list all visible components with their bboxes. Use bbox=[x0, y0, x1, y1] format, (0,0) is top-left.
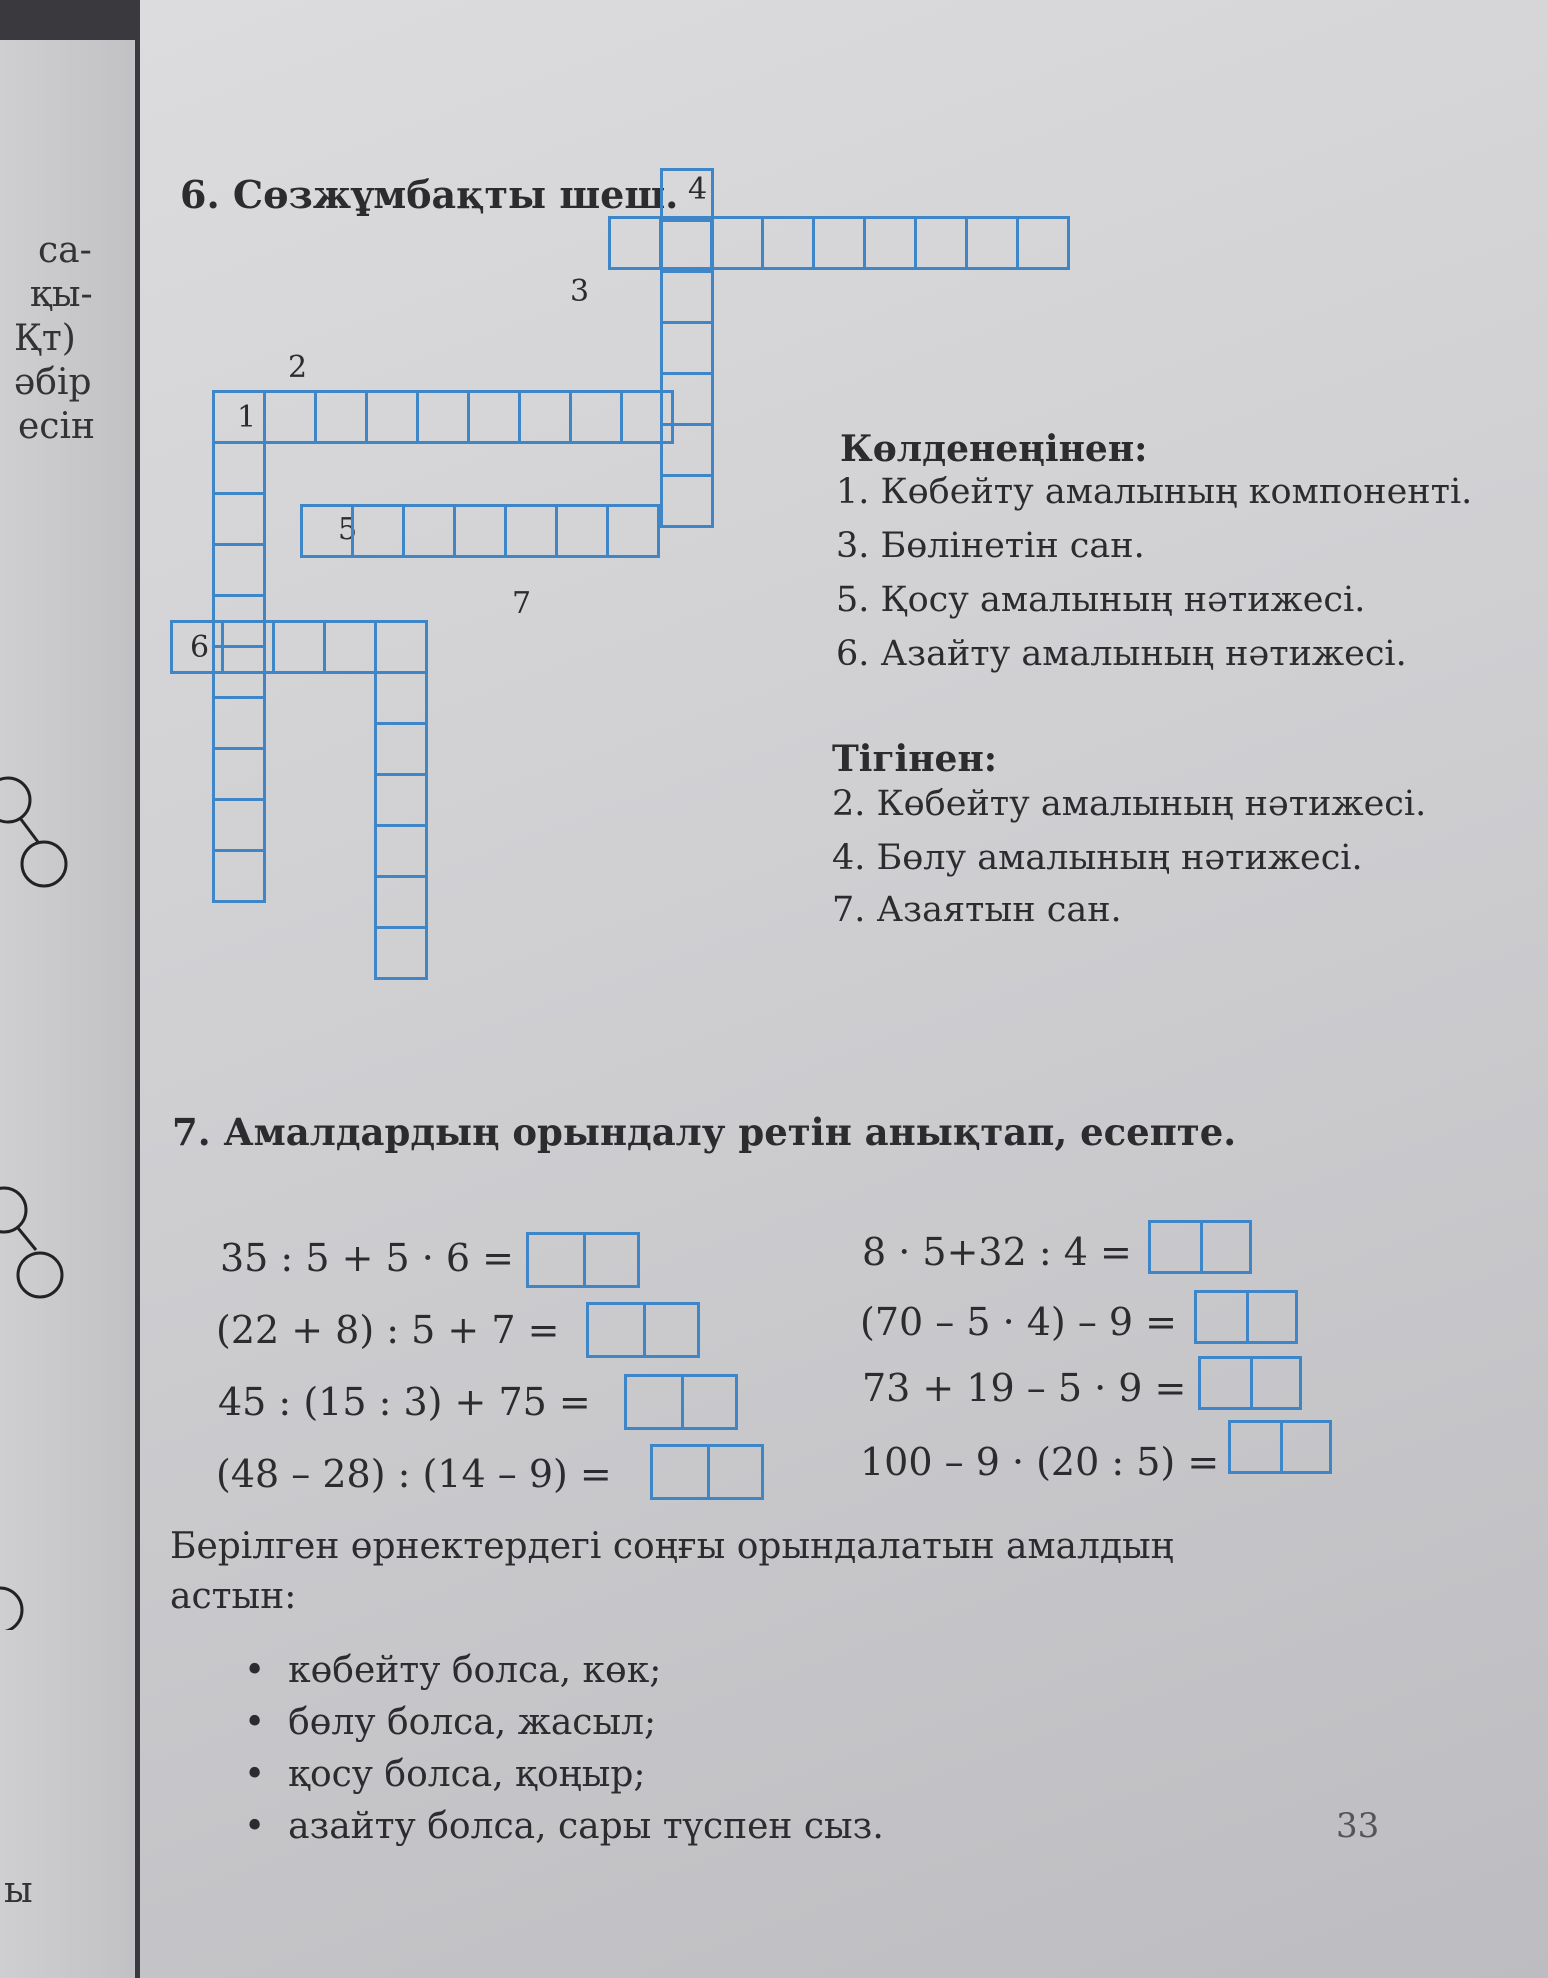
across-clue-5: 5. Қосу амалының нәтижесі. bbox=[836, 580, 1366, 620]
answer-box[interactable] bbox=[1198, 1356, 1302, 1410]
clue-number-6: 6 bbox=[190, 630, 210, 665]
crossword-cell[interactable] bbox=[608, 216, 662, 270]
crossword-cell[interactable] bbox=[351, 504, 405, 558]
crossword-cell[interactable] bbox=[812, 216, 866, 270]
answer-box[interactable] bbox=[526, 1232, 640, 1288]
crossword-cell[interactable] bbox=[620, 390, 674, 444]
expression-right-2: (70 – 5 · 4) – 9 = bbox=[860, 1300, 1178, 1344]
crossword-cell[interactable] bbox=[555, 504, 609, 558]
crossword-cell[interactable] bbox=[212, 849, 266, 903]
left-fragment: са- bbox=[38, 230, 92, 271]
crossword-cell[interactable] bbox=[374, 722, 428, 776]
crossword-cell[interactable] bbox=[761, 216, 815, 270]
crossword-cell[interactable] bbox=[569, 390, 623, 444]
instruction-line-2: астын: bbox=[170, 1576, 297, 1617]
crossword-cell[interactable] bbox=[374, 926, 428, 980]
answer-box[interactable] bbox=[586, 1302, 700, 1358]
answer-box[interactable] bbox=[650, 1444, 764, 1500]
clue-number-1: 1 bbox=[237, 400, 257, 435]
bullet-list-item: • азайту болса, сары түспен сыз. bbox=[244, 1806, 884, 1847]
expression-right-1: 8 · 5+32 : 4 = bbox=[862, 1230, 1132, 1274]
crossword-cell[interactable] bbox=[660, 219, 714, 273]
crossword-cell[interactable] bbox=[212, 696, 266, 750]
crossword-cell[interactable] bbox=[212, 747, 266, 801]
crossword-cell[interactable] bbox=[314, 390, 368, 444]
clue-number-4: 4 bbox=[688, 172, 708, 207]
crossword-cell[interactable] bbox=[863, 216, 917, 270]
across-heading: Көлденеңінен: bbox=[840, 428, 1148, 470]
bullet-list-item: • қосу болса, қоңыр; bbox=[244, 1754, 646, 1795]
expression-left-4: (48 – 28) : (14 – 9) = bbox=[216, 1452, 612, 1496]
exercise-7-title: 7. Амалдардың орындалу ретін анықтап, есепте. bbox=[172, 1110, 1237, 1154]
crossword-cell[interactable] bbox=[212, 492, 266, 546]
crossword-cell[interactable] bbox=[374, 824, 428, 878]
expression-left-3: 45 : (15 : 3) + 75 = bbox=[218, 1380, 591, 1424]
clue-number-2: 2 bbox=[288, 350, 308, 385]
left-fragment: қы- bbox=[30, 274, 93, 315]
crossword-cell[interactable] bbox=[365, 390, 419, 444]
crossword-cell[interactable] bbox=[914, 216, 968, 270]
expression-right-4: 100 – 9 · (20 : 5) = bbox=[860, 1440, 1220, 1484]
crossword-cell[interactable] bbox=[660, 321, 714, 375]
page-number: 33 bbox=[1336, 1806, 1380, 1846]
crossword-cell[interactable] bbox=[212, 441, 266, 495]
bullet-text: азайту болса, сары түспен сыз. bbox=[288, 1806, 884, 1847]
down-clue-7: 7. Азаятын сан. bbox=[832, 890, 1122, 930]
crossword-cell[interactable] bbox=[374, 671, 428, 725]
answer-box[interactable] bbox=[624, 1374, 738, 1430]
expression-left-2: (22 + 8) : 5 + 7 = bbox=[216, 1308, 560, 1352]
crossword-cell[interactable] bbox=[1016, 216, 1070, 270]
partial-diagram-icon bbox=[0, 730, 80, 1630]
crossword-cell[interactable] bbox=[212, 543, 266, 597]
exercise-6-title: 6. Сөзжұмбақты шеш. bbox=[180, 172, 679, 217]
crossword-cell[interactable] bbox=[416, 390, 470, 444]
crossword-cell[interactable] bbox=[467, 390, 521, 444]
crossword-cell[interactable] bbox=[402, 504, 456, 558]
crossword-cell[interactable] bbox=[374, 875, 428, 929]
crossword-cell[interactable] bbox=[710, 216, 764, 270]
clue-number-7: 7 bbox=[512, 586, 532, 621]
crossword-cell[interactable] bbox=[518, 390, 572, 444]
bullet-text: көбейту болса, көк; bbox=[288, 1650, 662, 1691]
crossword-cell[interactable] bbox=[221, 620, 275, 674]
crossword-cell[interactable] bbox=[323, 620, 377, 674]
crossword-cell[interactable] bbox=[300, 504, 354, 558]
crossword-cell[interactable] bbox=[660, 168, 714, 222]
down-heading: Тігінен: bbox=[832, 738, 998, 780]
left-fragment: ы bbox=[4, 1870, 33, 1911]
crossword-cell[interactable] bbox=[606, 504, 660, 558]
across-clue-3: 3. Бөлінетін сан. bbox=[836, 526, 1145, 566]
crossword-cell[interactable] bbox=[374, 620, 428, 674]
clue-number-5: 5 bbox=[338, 512, 358, 547]
left-fragment: әбір bbox=[14, 362, 92, 403]
crossword-cell[interactable] bbox=[660, 474, 714, 528]
bullet-text: қосу болса, қоңыр; bbox=[288, 1754, 646, 1795]
crossword-cell[interactable] bbox=[212, 390, 266, 444]
expression-left-1: 35 : 5 + 5 · 6 = bbox=[220, 1236, 514, 1280]
crossword-cell[interactable] bbox=[453, 504, 507, 558]
across-clue-6: 6. Азайту амалының нәтижесі. bbox=[836, 634, 1407, 674]
left-fragment: есін bbox=[18, 406, 95, 447]
crossword-cell[interactable] bbox=[660, 270, 714, 324]
left-page bbox=[0, 40, 135, 1978]
right-page bbox=[140, 0, 1548, 1978]
answer-box[interactable] bbox=[1228, 1420, 1332, 1474]
answer-box[interactable] bbox=[1148, 1220, 1252, 1274]
crossword-cell[interactable] bbox=[504, 504, 558, 558]
instruction-line-1: Берілген өрнектердегі соңғы орындалатын амалдың bbox=[170, 1526, 1174, 1567]
bullet-list-item: • көбейту болса, көк; bbox=[244, 1650, 662, 1691]
crossword-cell[interactable] bbox=[170, 620, 224, 674]
clue-number-3: 3 bbox=[570, 274, 590, 309]
crossword-cell[interactable] bbox=[374, 773, 428, 827]
bullet-text: бөлу болса, жасыл; bbox=[288, 1702, 657, 1743]
left-fragment: Қт) bbox=[14, 318, 76, 359]
crossword-cell[interactable] bbox=[965, 216, 1019, 270]
expression-right-3: 73 + 19 – 5 · 9 = bbox=[862, 1366, 1187, 1410]
crossword-cell[interactable] bbox=[212, 798, 266, 852]
across-clue-1: 1. Көбейту амалының компоненті. bbox=[836, 472, 1473, 512]
answer-box[interactable] bbox=[1194, 1290, 1298, 1344]
crossword-cell[interactable] bbox=[263, 390, 317, 444]
down-clue-4: 4. Бөлу амалының нәтижесі. bbox=[832, 838, 1363, 878]
down-clue-2: 2. Көбейту амалының нәтижесі. bbox=[832, 784, 1427, 824]
crossword-cell[interactable] bbox=[272, 620, 326, 674]
bullet-list-item: • бөлу болса, жасыл; bbox=[244, 1702, 657, 1743]
